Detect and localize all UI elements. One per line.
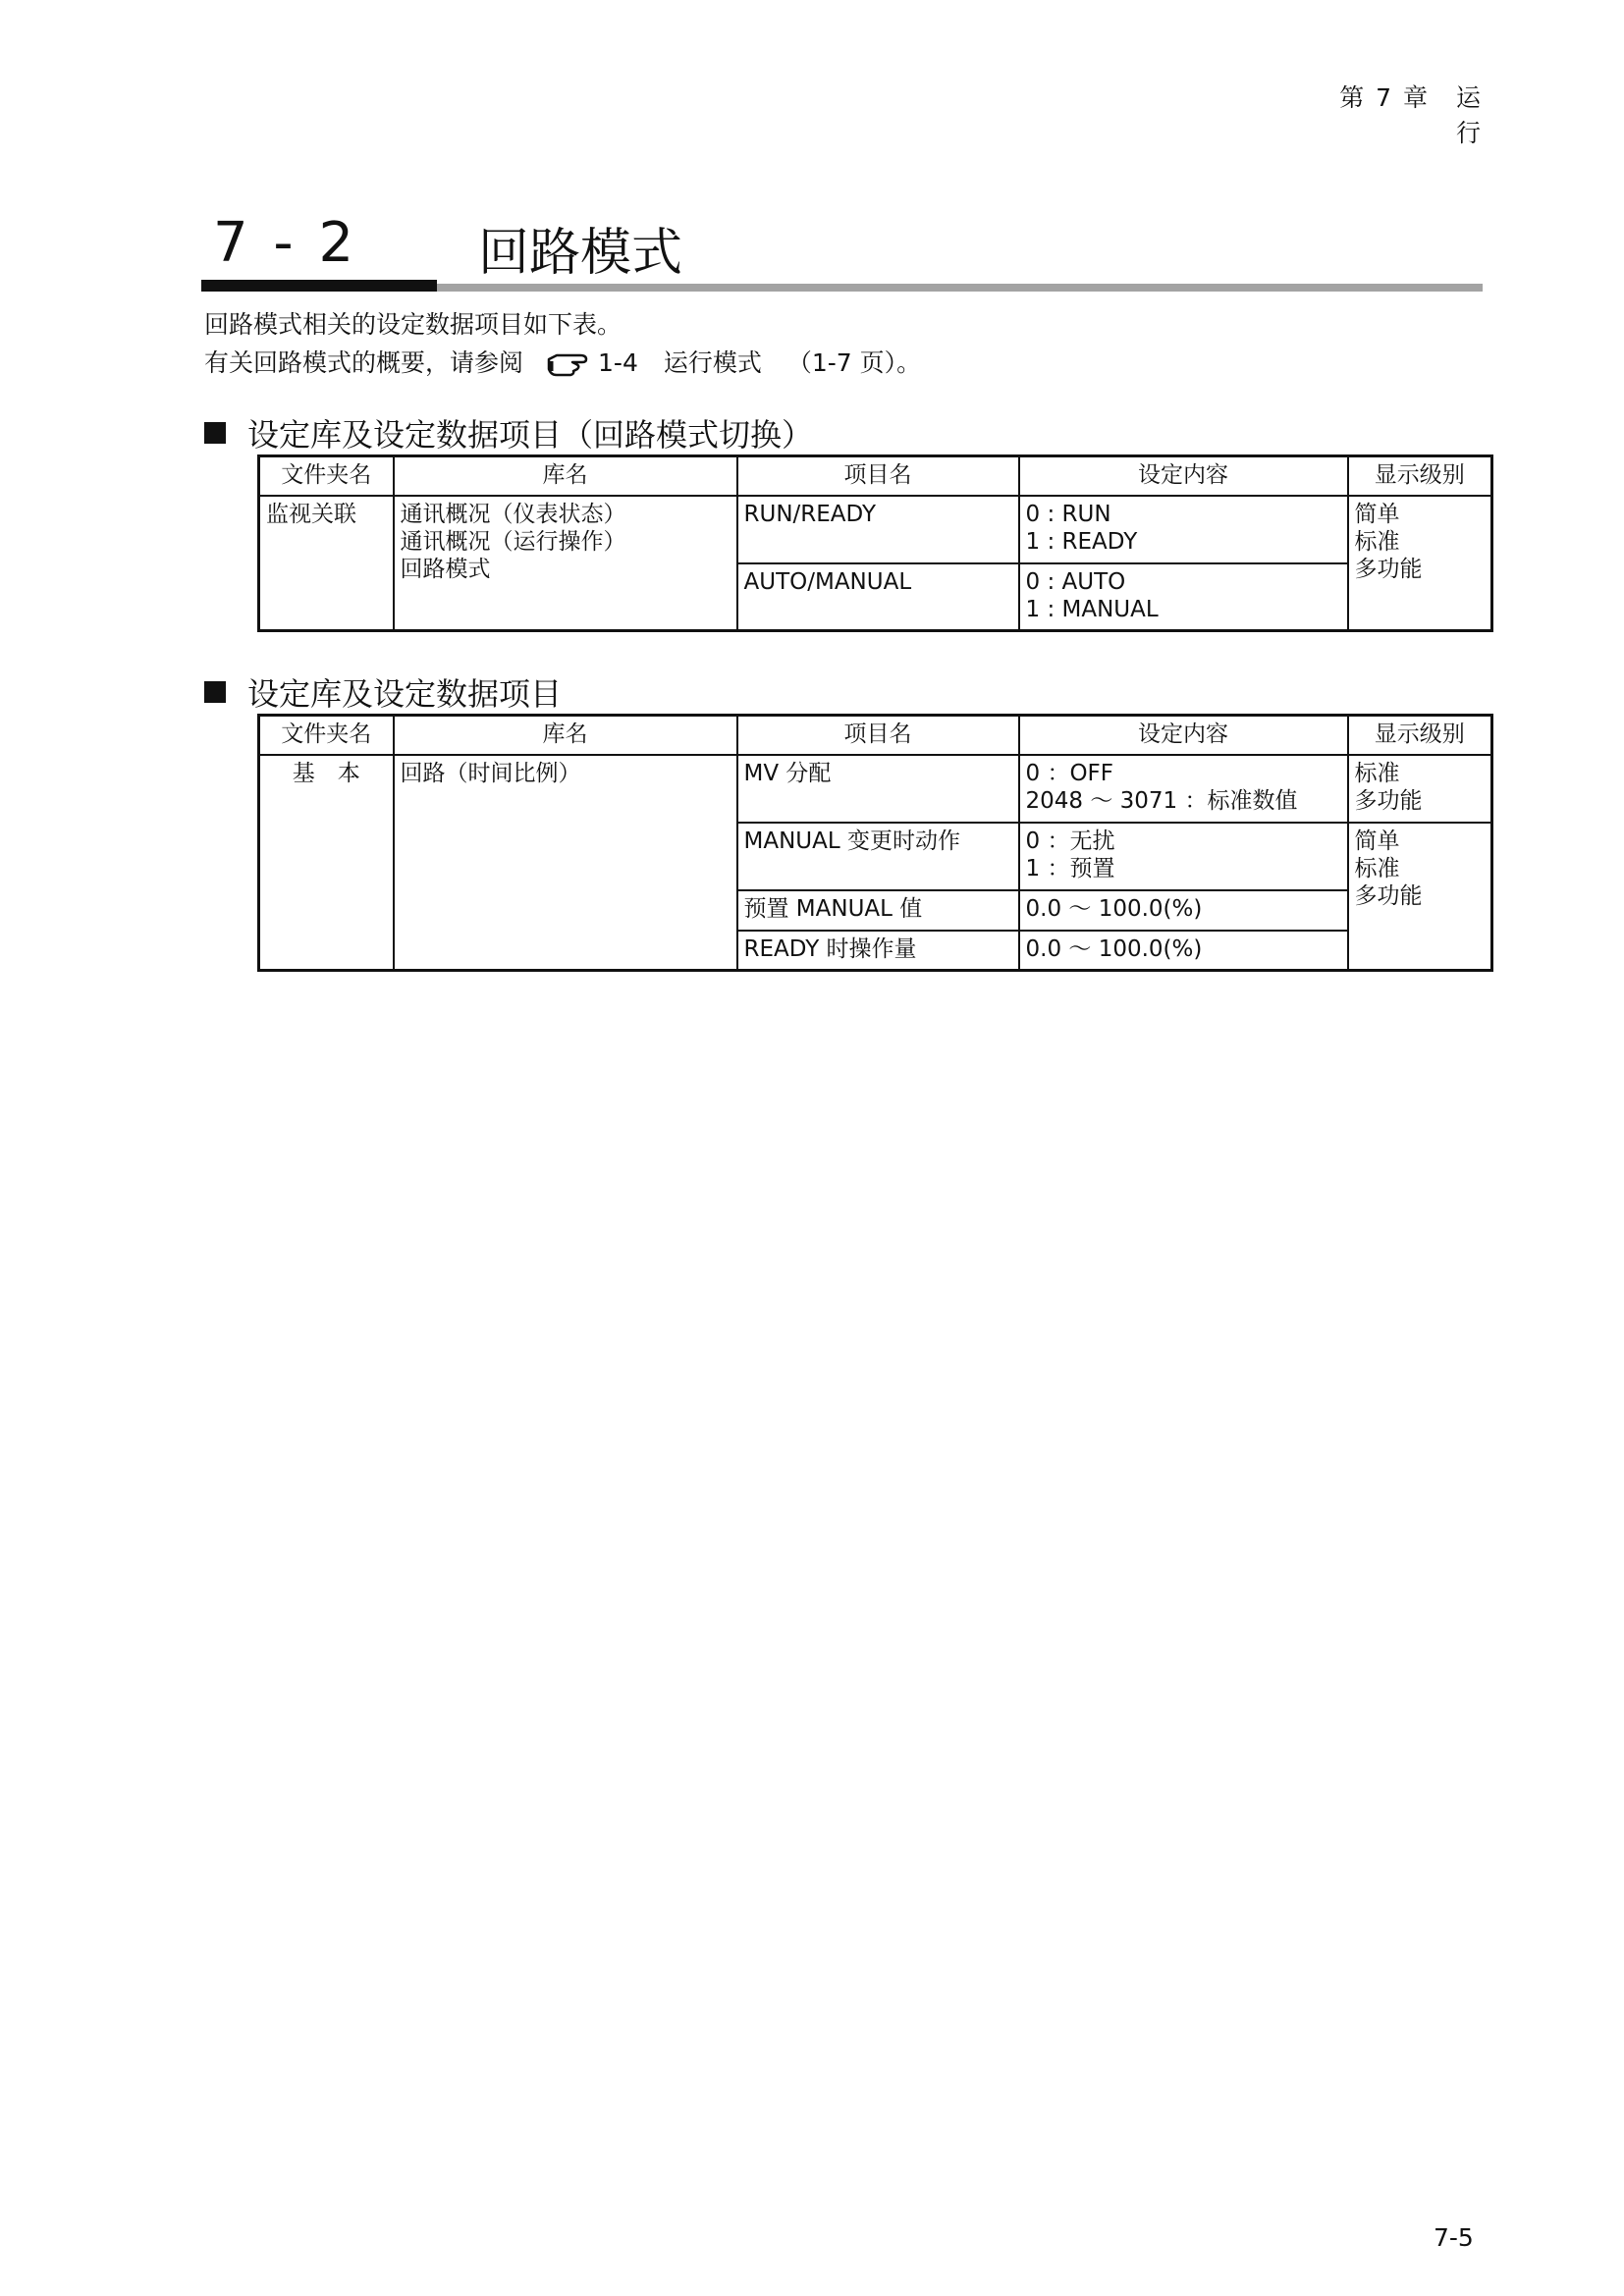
table2-item: MANUAL 变更时动作 bbox=[737, 823, 1019, 890]
col-item-header: 项目名 bbox=[737, 716, 1019, 755]
heading-rule-gray bbox=[437, 284, 1483, 292]
intro-line-2-prefix: 有关回路模式的概要，请参阅 bbox=[204, 348, 524, 377]
square-bullet-icon bbox=[204, 422, 226, 444]
col-level-header: 显示级别 bbox=[1348, 716, 1492, 755]
col-bank-header: 库名 bbox=[394, 456, 737, 496]
reference-number: 1-4 bbox=[598, 348, 638, 377]
col-item-header: 项目名 bbox=[737, 456, 1019, 496]
table2 bbox=[257, 714, 1493, 972]
section-heading bbox=[201, 211, 1483, 290]
heading-rule-dark bbox=[201, 280, 437, 292]
intro-line-2 bbox=[204, 344, 921, 382]
col-content-header: 设定内容 bbox=[1019, 456, 1348, 496]
col-level-header: 显示级别 bbox=[1348, 456, 1492, 496]
table1-heading bbox=[204, 410, 813, 455]
chapter-header: 第 7 章 运 行 bbox=[1339, 83, 1510, 147]
col-bank-header: 库名 bbox=[394, 716, 737, 755]
table2-heading-text: 设定库及设定数据项目 bbox=[247, 675, 563, 713]
table2-folder: 基 本 bbox=[259, 755, 394, 971]
table2-item: READY 时操作量 bbox=[737, 931, 1019, 971]
table1-folder: 监视关联 bbox=[259, 496, 394, 631]
col-folder-header: 文件夹名 bbox=[259, 716, 394, 755]
col-content-header: 设定内容 bbox=[1019, 716, 1348, 755]
reference-title: 运行模式 bbox=[663, 348, 762, 377]
table2-content: 0 ：无扰 1 ：预置 bbox=[1019, 823, 1348, 890]
table2-header-row bbox=[259, 716, 1492, 755]
reference-page: （1-7 页）。 bbox=[786, 348, 922, 377]
table1-level: 简单 标准 多功能 bbox=[1348, 496, 1492, 631]
table1-item: AUTO/MANUAL bbox=[737, 563, 1019, 631]
table2-item: MV 分配 bbox=[737, 755, 1019, 823]
table1-heading-text: 设定库及设定数据项目（回路模式切换） bbox=[247, 416, 814, 454]
square-bullet-icon bbox=[204, 681, 226, 703]
col-folder-header: 文件夹名 bbox=[259, 456, 394, 496]
table-row bbox=[259, 496, 1492, 563]
pointing-hand-icon bbox=[547, 349, 594, 377]
intro-line-1: 回路模式相关的设定数据项目如下表。 bbox=[204, 310, 623, 339]
table1-header-row bbox=[259, 456, 1492, 496]
table1 bbox=[257, 454, 1493, 632]
section-number: 7 - 2 bbox=[213, 211, 358, 275]
intro-text bbox=[204, 306, 921, 382]
table1-bank: 通讯概况（仪表状态） 通讯概况（运行操作） 回路模式 bbox=[394, 496, 737, 631]
table2-item: 预置 MANUAL 值 bbox=[737, 890, 1019, 931]
table1-content: 0 : AUTO 1 : MANUAL bbox=[1019, 563, 1348, 631]
table2-content: 0.0 ～ 100.0(%) bbox=[1019, 890, 1348, 931]
table2-content: 0.0 ～ 100.0(%) bbox=[1019, 931, 1348, 971]
table1-content: 0 : RUN 1 : READY bbox=[1019, 496, 1348, 563]
section-title: 回路模式 bbox=[478, 224, 683, 283]
table1-item: RUN/READY bbox=[737, 496, 1019, 563]
table2-content: 0 ：OFF 2048 ～ 3071 ：标准数值 bbox=[1019, 755, 1348, 823]
table2-bank: 回路（时间比例） bbox=[394, 755, 737, 971]
table-row bbox=[259, 755, 1492, 823]
page-number: 7-5 bbox=[1434, 2223, 1474, 2252]
table2-heading bbox=[204, 669, 562, 715]
table2-level: 简单 标准 多功能 bbox=[1348, 823, 1492, 971]
table2-level: 标准 多功能 bbox=[1348, 755, 1492, 823]
